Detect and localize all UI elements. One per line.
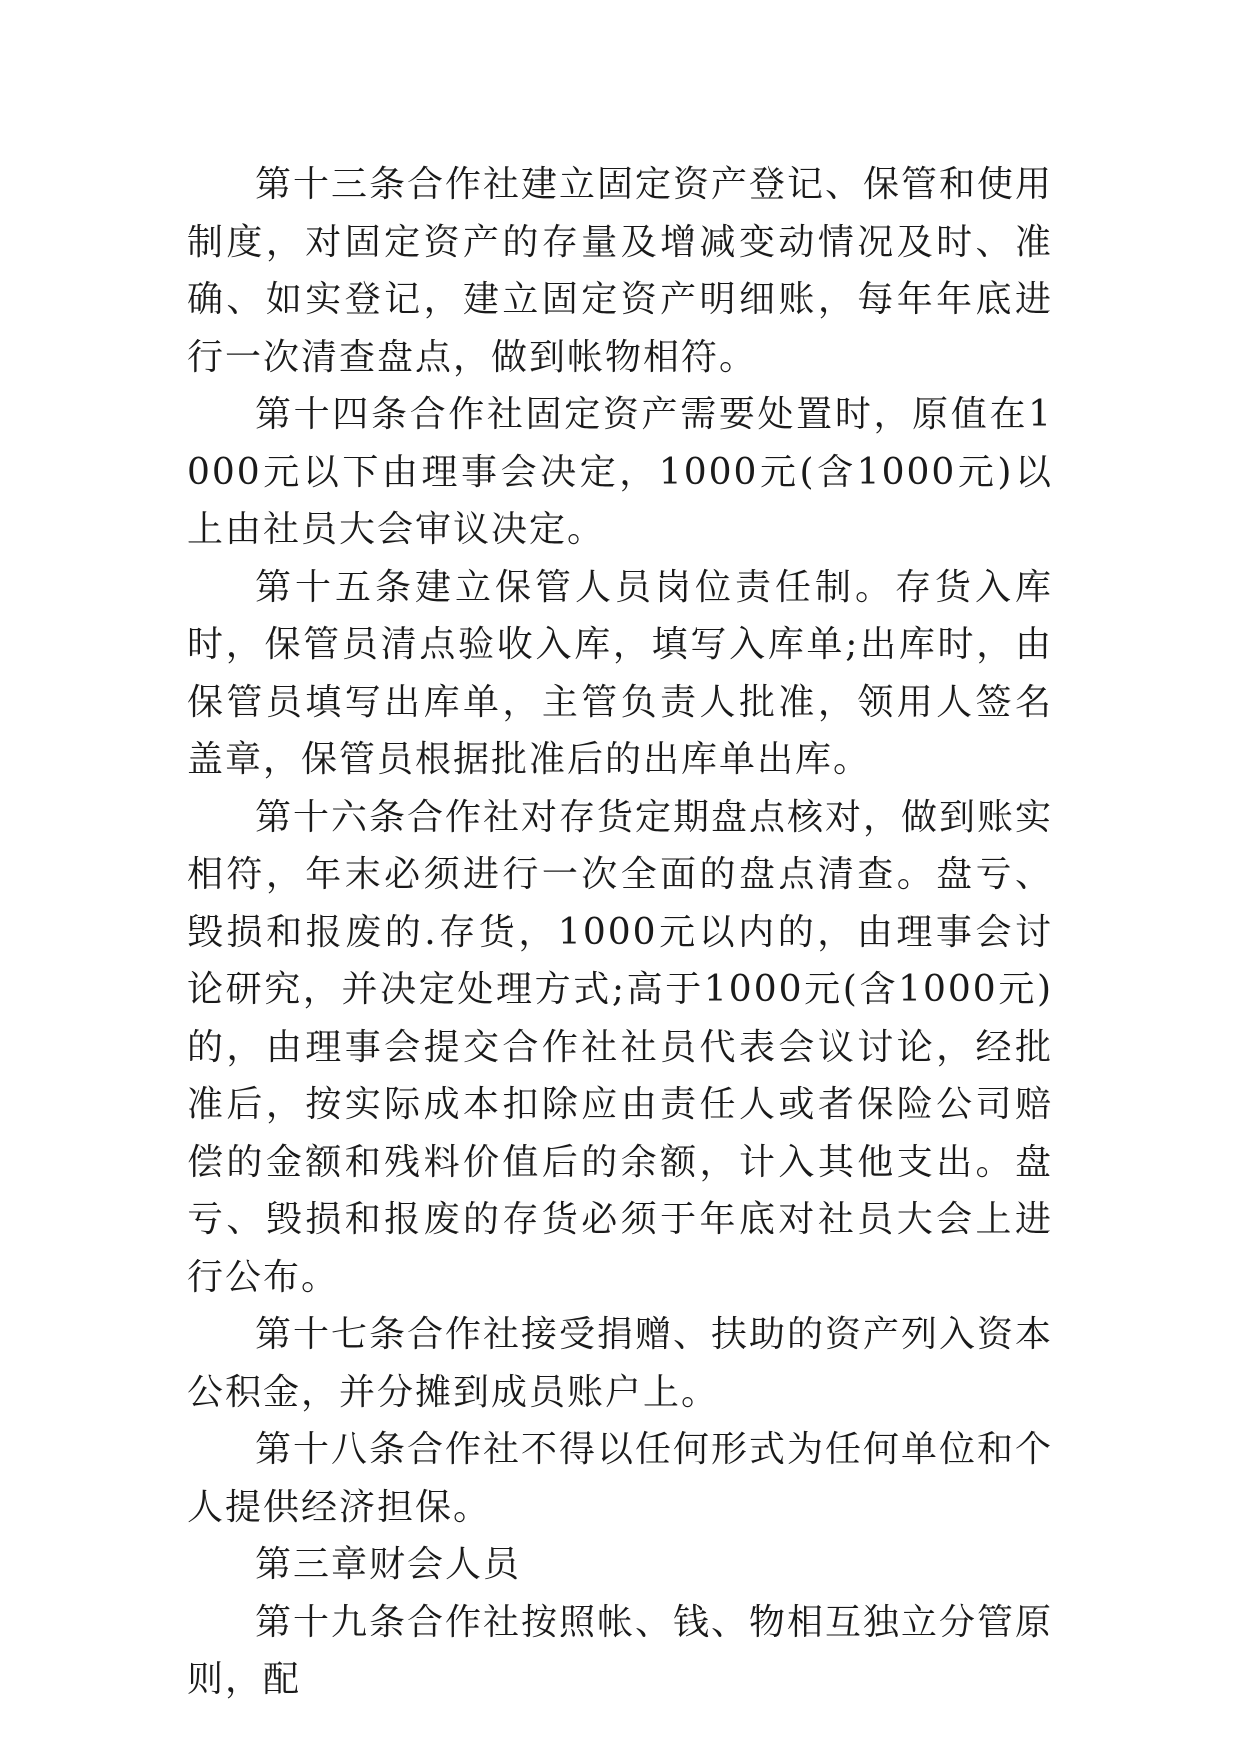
article-14-paragraph: 第十四条合作社固定资产需要处置时，原值在1000元以下由理事会决定，1000元(含1000元)以上由社员大会审议决定。 (187, 394, 1053, 550)
article-18-paragraph: 第十八条合作社不得以任何形式为任何单位和个人提供经济担保。 (187, 1429, 1054, 1528)
document-body (187, 156, 1053, 1709)
chapter-3-heading: 第三章财会人员 (255, 1544, 522, 1585)
article-16-paragraph: 第十六条合作社对存货定期盘点核对，做到账实相符，年末必须进行一次全面的盘点清查。盘亏、毁损和报废的.存货，1000元以内的，由理事会讨论研究，并决定处理方式;高于1000元(含1000元)的，由理事会提交合作社社员代表会议讨论，经批准后，按实际成本扣除应由责任人或者保险公司赔偿的金额和残料价值后的余额，计入其他支出。盘亏、毁损和报废的存货必须于年底对社员大会上进行公布。 (187, 796, 1054, 1298)
article-17-paragraph: 第十七条合作社接受捐赠、扶助的资产列入资本公积金，并分摊到成员账户上。 (187, 1314, 1054, 1413)
article-15-paragraph: 第十五条建立保管人员岗位责任制。存货入库时，保管员清点验收入库，填写入库单;出库时，由保管员填写出库单，主管负责人批准，领用人签名盖章，保管员根据批准后的出库单出库。 (187, 566, 1053, 780)
article-13-paragraph: 第十三条合作社建立固定资产登记、保管和使用制度，对固定资产的存量及增减变动情况及时、准确、如实登记，建立固定资产明细账，每年年底进行一次清查盘点，做到帐物相符。 (187, 164, 1054, 378)
article-19-paragraph: 第十九条合作社按照帐、钱、物相互独立分管原则，配 (187, 1601, 1054, 1700)
